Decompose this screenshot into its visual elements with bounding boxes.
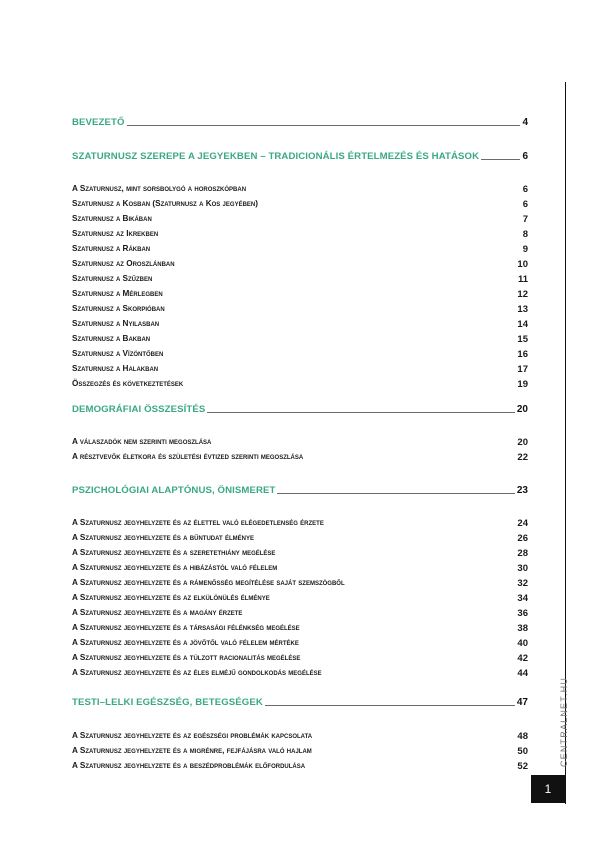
entry-label: Szaturnusz a Szűzben	[72, 274, 153, 283]
entry-page: 11	[517, 274, 528, 285]
toc-entry[interactable]	[72, 563, 528, 574]
entry-label: Szaturnusz a Mérlegben	[72, 289, 163, 298]
toc-entry[interactable]	[72, 746, 528, 757]
entry-page: 38	[517, 623, 528, 634]
entry-page: 7	[522, 214, 528, 225]
toc-entry[interactable]	[72, 608, 528, 619]
entry-label: A Szaturnusz jegyhelyzete és a szeretethiány megélése	[72, 548, 276, 557]
entry-page: 6	[522, 184, 528, 195]
entry-page: 20	[517, 437, 528, 448]
dot-leader	[481, 159, 520, 160]
toc-entry[interactable]	[72, 334, 528, 345]
toc-entry[interactable]	[72, 184, 528, 195]
section-page: 23	[516, 485, 528, 496]
toc-entry[interactable]	[72, 244, 528, 255]
entry-page: 34	[517, 593, 528, 604]
entry-label: A Szaturnusz, mint sorsbolygó a horoszkópban	[72, 184, 247, 193]
toc-entry[interactable]	[72, 304, 528, 315]
page-number: 1	[544, 782, 552, 796]
toc-section-heading[interactable]	[72, 151, 528, 162]
entry-page: 16	[517, 349, 528, 360]
entry-page: 19	[517, 379, 528, 390]
entry-page: 17	[517, 364, 528, 375]
entry-label: Szaturnusz a Bikában	[72, 214, 152, 223]
toc-entry[interactable]	[72, 349, 528, 360]
entry-label: Szaturnusz a Bakban	[72, 334, 151, 343]
entry-page: 36	[517, 608, 528, 619]
toc-entry[interactable]	[72, 518, 528, 529]
entry-page: 26	[517, 533, 528, 544]
toc-section-heading[interactable]	[72, 697, 528, 708]
dot-leader	[127, 125, 521, 126]
section-title: DEMOGRÁFIAI ÖSSZESÍTÉS	[72, 404, 206, 415]
entry-label: Szaturnusz az Oroszlánban	[72, 259, 175, 268]
section-page: 4	[522, 117, 528, 128]
toc-entry[interactable]	[72, 668, 528, 679]
entry-page: 12	[517, 289, 528, 300]
entry-page: 15	[517, 334, 528, 345]
entry-label: A válaszadók nem szerinti megoszlása	[72, 437, 212, 446]
entry-label: A résztvevők életkora és születési évtized szerinti megoszlása	[72, 452, 304, 461]
entry-label: Szaturnusz a Vízöntőben	[72, 349, 164, 358]
dot-leader	[207, 412, 515, 413]
entry-page: 28	[517, 548, 528, 559]
entry-page: 30	[517, 563, 528, 574]
section-page: 6	[522, 151, 528, 162]
section-title: TESTI–LELKI EGÉSZSÉG, BETEGSÉGEK	[72, 697, 263, 708]
toc-entry[interactable]	[72, 452, 528, 463]
entry-label: Szaturnusz a Nyilasban	[72, 319, 160, 328]
section-title: SZATURNUSZ SZEREPE A JEGYEKBEN – TRADICIONÁLIS ÉRTELMEZÉS ÉS HATÁSOK	[72, 151, 480, 162]
toc-entry[interactable]	[72, 379, 528, 390]
entry-label: A Szaturnusz jegyhelyzete és az egészségi problémák kapcsolata	[72, 731, 313, 740]
toc-entry[interactable]	[72, 364, 528, 375]
toc-entry[interactable]	[72, 638, 528, 649]
toc-entry[interactable]	[72, 214, 528, 225]
entry-label: A Szaturnusz jegyhelyzete és a túlzott racionalitás megélése	[72, 653, 301, 662]
toc-entry[interactable]	[72, 533, 528, 544]
toc-entry[interactable]	[72, 623, 528, 634]
entry-page: 40	[517, 638, 528, 649]
entry-label: Szaturnusz a Halakban	[72, 364, 159, 373]
toc-section-heading[interactable]	[72, 485, 528, 496]
toc-entry[interactable]	[72, 731, 528, 742]
entry-label: A Szaturnusz jegyhelyzete és a beszédproblémák előfordulása	[72, 761, 306, 770]
entry-page: 14	[517, 319, 528, 330]
entry-label: A Szaturnusz jegyhelyzete és a hibázástól való félelem	[72, 563, 278, 572]
entry-label: Szaturnusz a Rákban	[72, 244, 151, 253]
entry-page: 22	[517, 452, 528, 463]
entry-label: A Szaturnusz jegyhelyzete és a társasági félénkség megélése	[72, 623, 300, 632]
toc-entry[interactable]	[72, 548, 528, 559]
toc-entry[interactable]	[72, 274, 528, 285]
toc-entry[interactable]	[72, 319, 528, 330]
entry-label: A Szaturnusz jegyhelyzete és az éles elméjű gondolkodás megélése	[72, 668, 322, 677]
toc-entry[interactable]	[72, 653, 528, 664]
toc-entry[interactable]	[72, 437, 528, 448]
dot-leader	[277, 493, 514, 494]
entry-label: Szaturnusz az Ikrekben	[72, 229, 159, 238]
entry-page: 10	[517, 259, 528, 270]
toc-entry[interactable]	[72, 259, 528, 270]
toc-entry[interactable]	[72, 289, 528, 300]
entry-page: 9	[522, 244, 528, 255]
toc-entry[interactable]	[72, 593, 528, 604]
toc-entry[interactable]	[72, 199, 528, 210]
entry-label: A Szaturnusz jegyhelyzete és az elkülönülés élménye	[72, 593, 270, 602]
page-number-box	[531, 775, 565, 803]
entry-label: A Szaturnusz jegyhelyzete és a bűntudat élménye	[72, 533, 254, 542]
entry-page: 44	[517, 668, 528, 679]
entry-label: Szaturnusz a Skorpióban	[72, 304, 165, 313]
entry-page: 6	[522, 199, 528, 210]
brand-watermark: CENTRALNET.HU	[559, 676, 569, 768]
entry-label: A Szaturnusz jegyhelyzete és az élettel való elégedetlenség érzete	[72, 518, 324, 527]
section-title: PSZICHOLÓGIAI ALAPTÓNUS, ÖNISMERET	[72, 485, 276, 496]
section-title: BEVEZETŐ	[72, 117, 125, 128]
entry-label: A Szaturnusz jegyhelyzete és a jövőtől való félelem mértéke	[72, 638, 299, 647]
toc-section-heading[interactable]	[72, 117, 528, 128]
entry-page: 32	[517, 578, 528, 589]
toc-section-heading[interactable]	[72, 404, 528, 415]
entry-label: A Szaturnusz jegyhelyzete és a migrénre, fejfájásra való hajlam	[72, 746, 312, 755]
section-page: 20	[516, 404, 528, 415]
entry-page: 42	[517, 653, 528, 664]
entry-label: A Szaturnusz jegyhelyzete és a magány érzete	[72, 608, 243, 617]
entry-page: 50	[517, 746, 528, 757]
toc-entry[interactable]	[72, 229, 528, 240]
entry-page: 48	[517, 731, 528, 742]
section-page: 47	[516, 697, 528, 708]
toc-entry[interactable]	[72, 761, 528, 772]
toc-entry[interactable]	[72, 578, 528, 589]
entry-label: Összegzés és következtetések	[72, 379, 184, 388]
dot-leader	[265, 705, 515, 706]
entry-page: 13	[517, 304, 528, 315]
entry-page: 52	[517, 761, 528, 772]
entry-page: 8	[522, 229, 528, 240]
entry-label: Szaturnusz a Kosban (Szaturnusz a Kos jegyében)	[72, 199, 258, 208]
entry-page: 24	[517, 518, 528, 529]
entry-label: A Szaturnusz jegyhelyzete és a rámenősség megítélése saját szemszögből	[72, 578, 345, 587]
